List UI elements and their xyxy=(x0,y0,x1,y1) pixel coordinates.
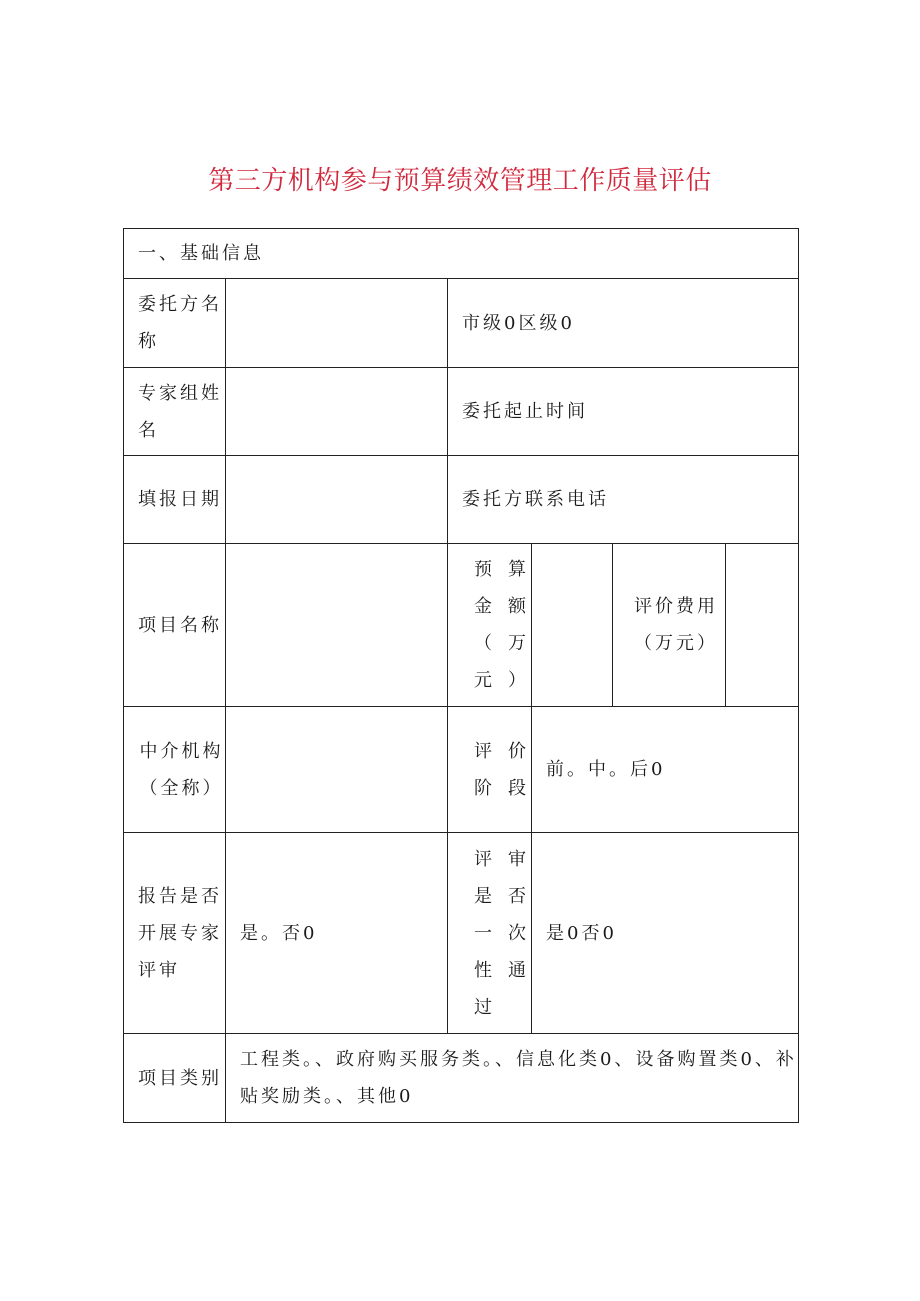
evaluation-stage-label: 评价阶段 xyxy=(474,740,529,799)
client-level-options[interactable]: 市级0区级0 xyxy=(448,279,799,368)
section-heading-basic-info: 一、基础信息 xyxy=(124,229,799,279)
fill-date-label: 填报日期 xyxy=(124,456,226,544)
client-name-label: 委托方名称 xyxy=(124,279,226,368)
expert-group-field[interactable] xyxy=(226,368,448,456)
one-pass-label: 评审是否一次性通过 xyxy=(474,848,529,1018)
budget-amount-field[interactable] xyxy=(532,544,613,707)
evaluation-stage-options[interactable]: 前。中。后0 xyxy=(532,707,799,833)
evaluation-stage-label-cell xyxy=(448,707,532,833)
project-name-label: 项目名称 xyxy=(124,544,226,707)
project-category-options[interactable]: 工程类。、政府购买服务类。、信息化类0、设备购置类0、补贴奖励类。、其他0 xyxy=(226,1034,799,1123)
client-name-field[interactable] xyxy=(226,279,448,368)
evaluation-form-table xyxy=(123,228,799,1123)
agency-field[interactable] xyxy=(226,707,448,833)
project-name-field[interactable] xyxy=(226,544,448,707)
row-expert-group xyxy=(124,368,799,456)
one-pass-options[interactable]: 是0否0 xyxy=(532,833,799,1034)
row-client-name xyxy=(124,279,799,368)
page-title: 第三方机构参与预算绩效管理工作质量评估 xyxy=(208,166,712,196)
expert-review-label: 报告是否开展专家评审 xyxy=(124,833,226,1034)
budget-amount-label: 预算金额（万元） xyxy=(474,559,529,691)
budget-amount-label-cell xyxy=(448,544,532,707)
row-fill-date xyxy=(124,456,799,544)
evaluation-fee-label: 评价费用（万元） xyxy=(613,544,726,707)
project-category-label: 项目类别 xyxy=(124,1034,226,1123)
fill-date-field[interactable] xyxy=(226,456,448,544)
row-project-name xyxy=(124,544,799,707)
evaluation-fee-field[interactable] xyxy=(726,544,799,707)
expert-review-options[interactable]: 是。否0 xyxy=(226,833,448,1034)
row-expert-review xyxy=(124,833,799,1034)
row-project-category xyxy=(124,1034,799,1123)
commission-period-label[interactable]: 委托起止时间 xyxy=(448,368,799,456)
agency-label: 中介机构（全称） xyxy=(124,707,226,833)
client-phone-label[interactable]: 委托方联系电话 xyxy=(448,456,799,544)
row-agency xyxy=(124,707,799,833)
section-row-basic-info xyxy=(124,229,799,279)
one-pass-label-cell xyxy=(448,833,532,1034)
expert-group-label: 专家组姓名 xyxy=(124,368,226,456)
